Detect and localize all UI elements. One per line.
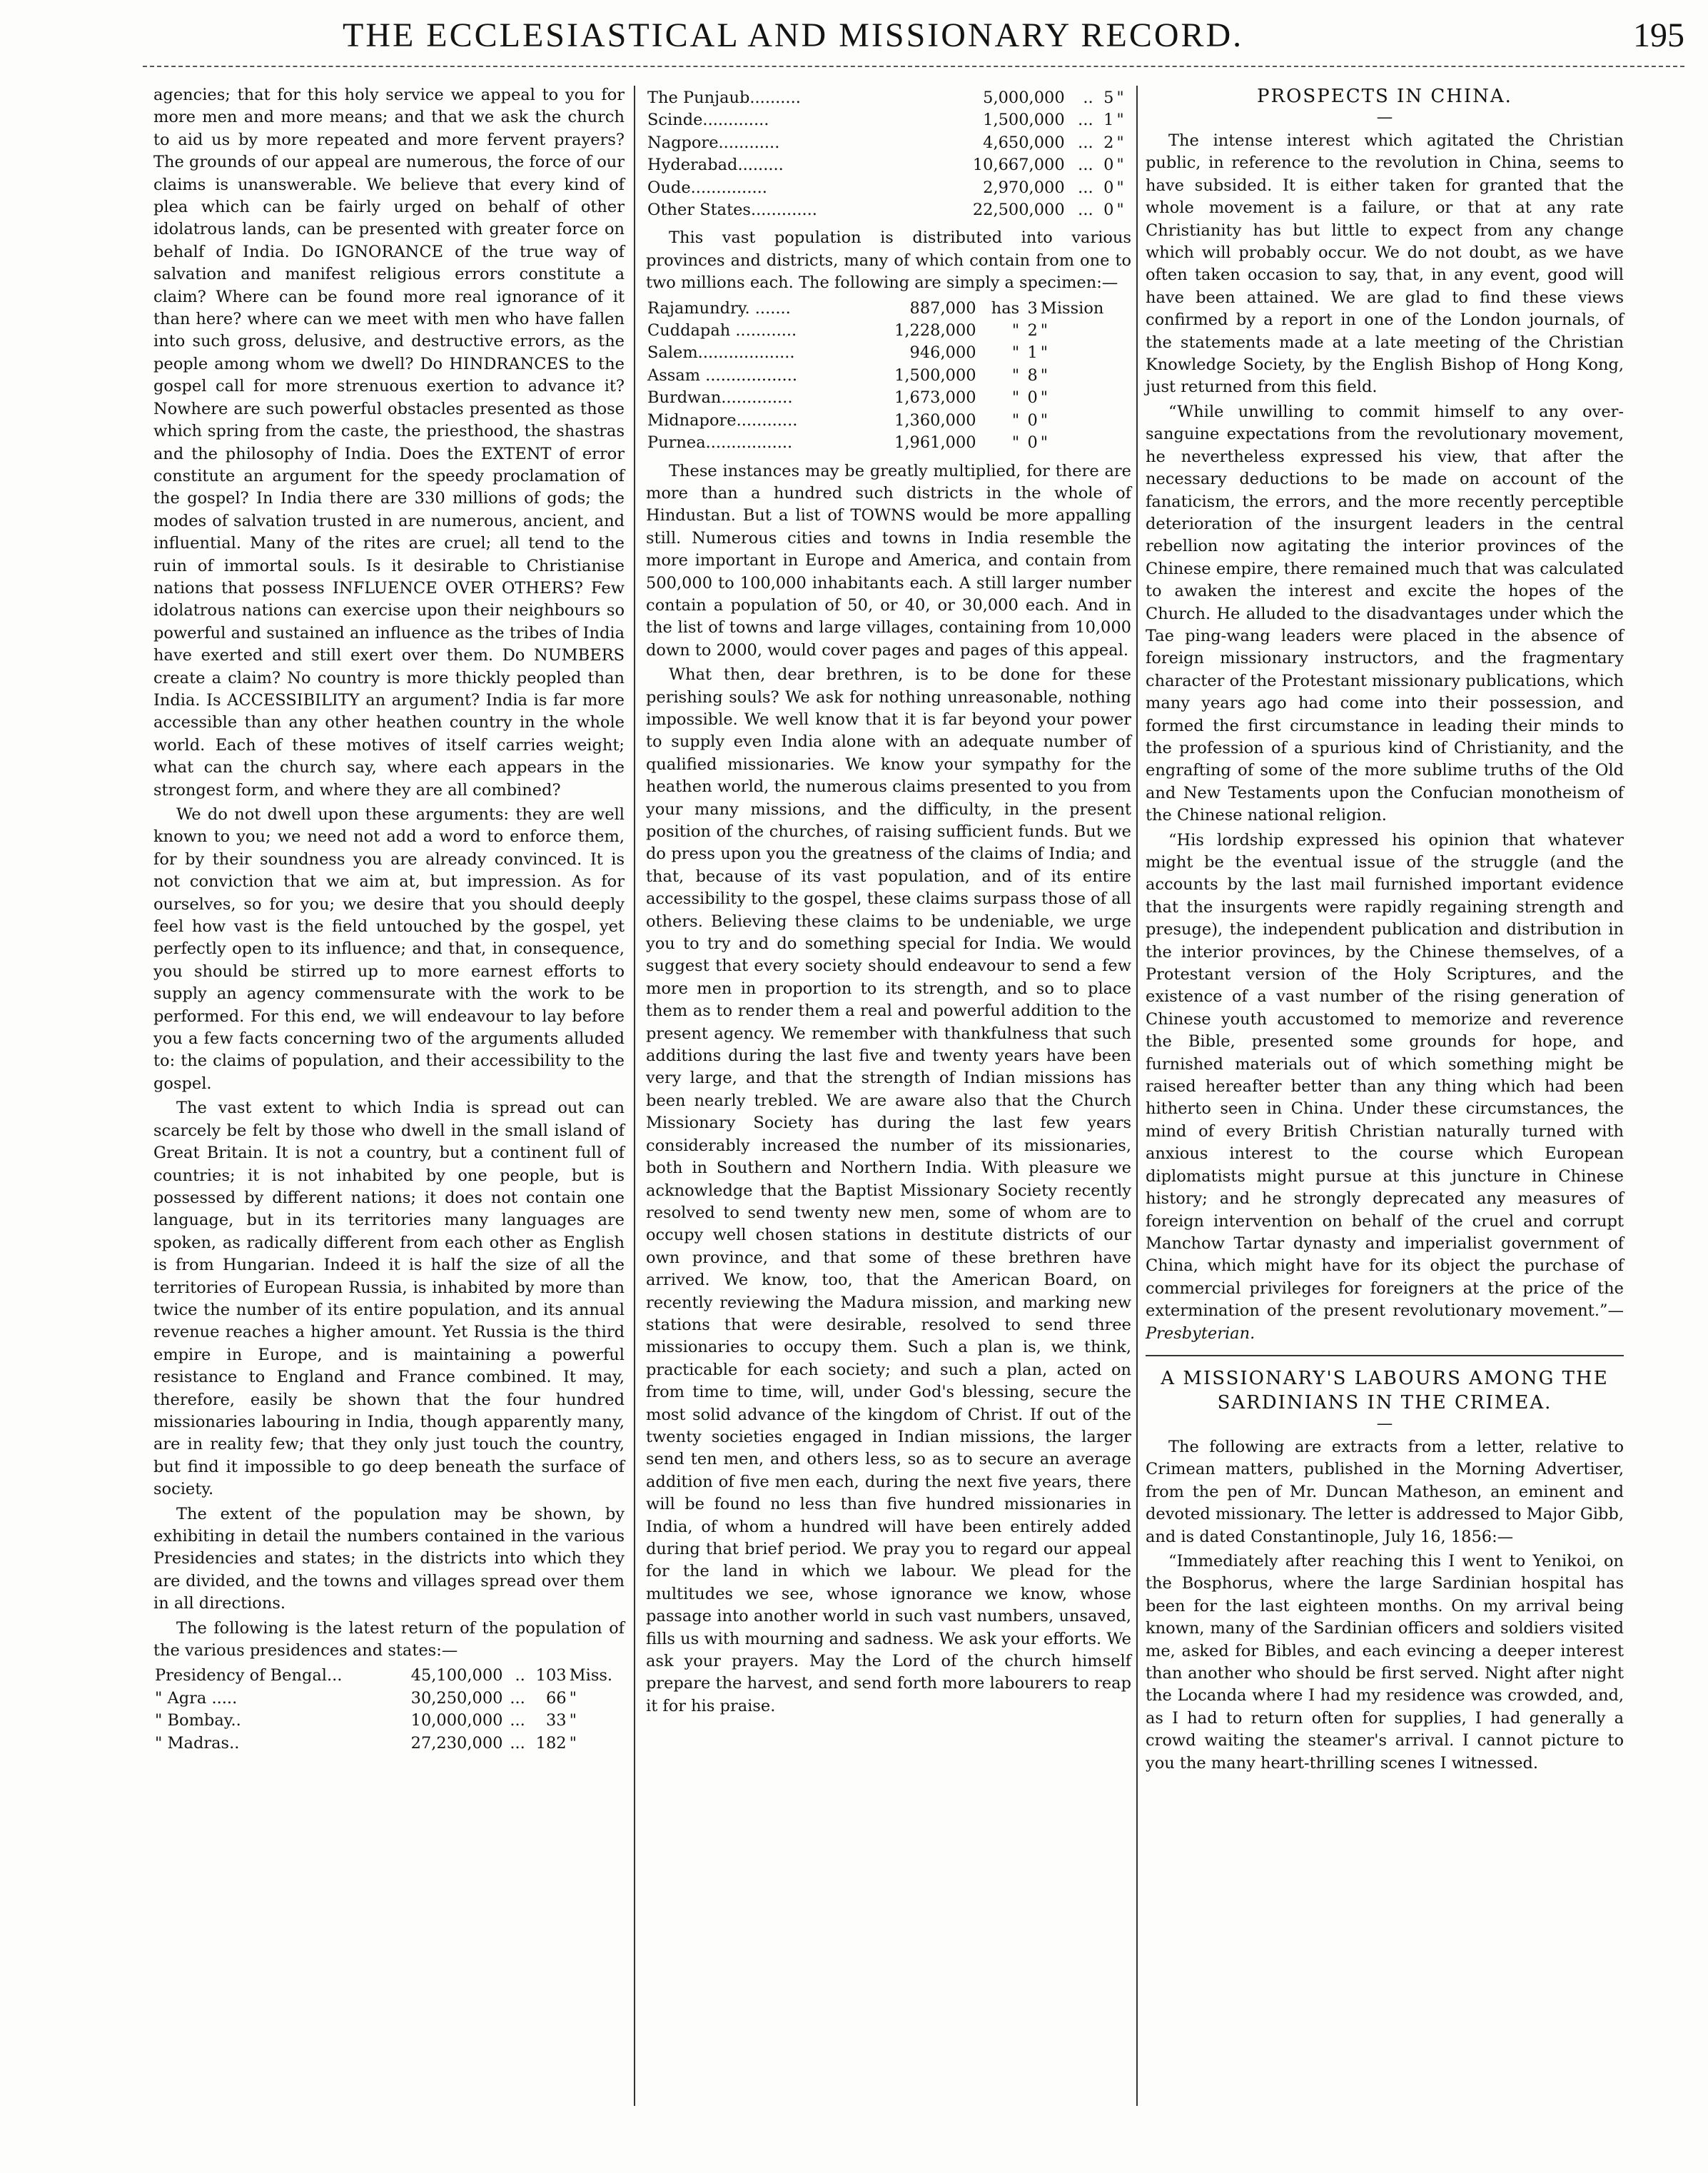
row-unit: " [1116, 201, 1124, 220]
row-separator: " [1011, 433, 1020, 453]
title-dash: — [1376, 108, 1393, 126]
table-row [646, 132, 1131, 154]
row-separator: has [991, 298, 1020, 318]
page-number: 195 [1633, 16, 1684, 54]
row-name: Rajamundry. ....... [647, 298, 791, 318]
presidency-table [153, 1665, 625, 1755]
row-mission-count: 1 [1103, 111, 1114, 130]
row-name: Presidency of Bengal... [155, 1666, 343, 1685]
section-rule [1146, 1355, 1624, 1356]
row-separator: " [1011, 343, 1020, 363]
row-population: 1,500,000 [894, 365, 976, 385]
table-row [646, 177, 1131, 199]
row-mission-count: 0 [1103, 156, 1114, 175]
row-separator: .. [515, 1666, 525, 1685]
row-unit: " [1116, 111, 1124, 130]
title-dash: — [1376, 1413, 1393, 1433]
row-mission-count: 0 [1027, 388, 1038, 408]
row-mission-count: 3 [1027, 298, 1038, 318]
row-separator: " [1011, 321, 1020, 341]
paragraph: The following is the latest return of the population of the various presidences and states:— [153, 1618, 625, 1660]
row-population: 10,667,000 [972, 156, 1065, 175]
paragraph [1146, 830, 1624, 1345]
row-population: 1,360,000 [894, 410, 976, 430]
row-population: 1,228,000 [894, 321, 976, 341]
row-name: " Madras.. [155, 1733, 240, 1753]
row-separator: ... [1078, 156, 1093, 175]
row-unit: " [1040, 410, 1048, 430]
paragraph: This vast population is distributed into various provinces and districts, many of which contain from one to two millions each. The following are simply a specimen:— [646, 228, 1131, 293]
row-name: Assam .................. [647, 365, 797, 385]
row-unit: " [1040, 388, 1048, 408]
row-unit: " [1040, 343, 1048, 363]
row-mission-count: 103 [535, 1666, 567, 1685]
row-population: 887,000 [909, 298, 976, 318]
row-separator: ... [1078, 111, 1093, 130]
table-row [646, 320, 1131, 342]
row-population: 1,961,000 [894, 433, 976, 453]
paragraph: We do not dwell upon these arguments: they are well known to you; we need not add a word to enforce them, for by their soundness you are already convinced. It is not conviction that we aim at, but impression. As for ourselves, so for you; we desire that you should deeply feel how vast is the field untouched by the gospel, yet perfectly open to its influence; and that, in consequence, you should be stirred up to more earnest efforts to supply an agency commensurate with the work to be performed. For this end, we will endeavour to lay before you a few facts concerning two of the arguments alluded to: the claims of population, and their accessibility to the gospel. [153, 805, 625, 1093]
row-mission-count: 5 [1103, 89, 1114, 107]
row-separator: ... [1078, 201, 1093, 220]
table-row [153, 1665, 625, 1687]
table-row [646, 387, 1131, 409]
table-row [153, 1733, 625, 1755]
row-population: 1,500,000 [983, 111, 1065, 130]
table-row [646, 410, 1131, 432]
paragraph: The vast extent to which India is spread out can scarcely be felt by those who dwell in the small island of Great Britain. It is not a country, but a continent full of countries; it is not inhabited by one people, but is possessed by different nations; it does not contain one language, but in its territories many languages are spoken, as radically different from each other as English is from Hungarian. Indeed it is half the size of all the territories of European Russia, is inhabited by more than twice the number of its entire population, and its annual revenue reaches a higher amount. Yet Russia is the third empire in Europe, and is maintaining a powerful resistance to England and France combined. It may, therefore, easily be shown that the four hundred missionaries labouring in India, though apparently many, are in reality few; that they only just touch the country, but find it impossible to go deep beneath the surface of society. [153, 1099, 625, 1499]
row-mission-count: 1 [1027, 343, 1038, 363]
column-3 [1146, 84, 1624, 1777]
row-unit: " [569, 1733, 577, 1753]
paragraph: The intense interest which agitated the Christian public, in reference to the revolution in China, seems to have subsided. It is either taken for granted that the whole movement is a failure, or that at any rate Christianity has but little to expect from any change which will probably occur. We do not doubt, as we have often taken occasion to say, that, in any event, good will have been attained. We are glad to find these views confirmed by a report in one of the London journals, of the statements made at a late meeting of the Christian Knowledge Society, by the English Bishop of Hong Kong, just returned from this field. [1146, 131, 1624, 397]
paragraph: The following are extracts from a letter, relative to Crimean matters, published in the Morning Advertiser, from the pen of Mr. Duncan Matheson, an eminent and devoted missionary. The letter is addressed to Major Gibb, and is dated Constantinople, July 16, 1856:— [1146, 1437, 1624, 1546]
row-name: Burdwan.............. [647, 388, 793, 408]
table-row [646, 109, 1131, 131]
row-separator: " [1011, 410, 1020, 430]
row-separator: " [1011, 365, 1020, 385]
table-row [646, 298, 1131, 320]
row-name: The Punjaub.......... [647, 89, 801, 107]
row-separator: ... [1078, 133, 1093, 152]
row-mission-count: 0 [1027, 410, 1038, 430]
row-unit: " [569, 1688, 577, 1708]
page-header [143, 16, 1684, 66]
table-row [646, 365, 1131, 387]
row-name: Oude............... [647, 178, 767, 197]
row-unit: " [1116, 156, 1124, 175]
row-population: 4,650,000 [983, 133, 1065, 152]
row-unit: " [1040, 365, 1048, 385]
row-mission-count: 66 [545, 1688, 567, 1708]
row-population: 27,230,000 [410, 1733, 503, 1753]
row-separator: ... [510, 1733, 525, 1753]
table-row [646, 154, 1131, 176]
table-row [646, 432, 1131, 454]
row-population: 45,100,000 [410, 1666, 503, 1685]
table-row [646, 199, 1131, 221]
quote-text: “His lordship expressed his opinion that whatever might be the eventual issue of the struggle (and the accounts by the last mail furnished important evidence that the insurgents were rapidly regaining strength and presuge), the independent publication and distribution in the interior provinces, by the Chinese themselves, of a Protestant version of the Holy Scriptures, and the existence of a vast number of the rising generation of Chinese youth accustomed to memorize and reverence the Bible, presented some grounds for hope, and furnished materials out of which something might be raised hereafter better than any thing which had been hitherto seen in China. Under these circumstances, the mind of every British Christian naturally turned with anxious interest to the course which European diplomatists might pursue at this juncture in Chinese history; and he strongly deprecated any measures of foreign intervention on behalf of the cruel and corrupt Manchow Tartar dynasty and imperialist government of China, which might have for its object the purchase of commercial privileges for foreigners at the price of the extermination of the present revolutionary movement.”— [1146, 830, 1624, 1321]
column-1 [153, 84, 625, 1760]
row-separator: ... [510, 1688, 525, 1708]
row-unit: " [1040, 433, 1048, 453]
row-name: Other States............. [647, 201, 817, 220]
table-row [153, 1710, 625, 1732]
row-name: Hyderabad......... [647, 156, 784, 175]
column-2 [646, 84, 1131, 1720]
journal-title: THE ECCLESIASTICAL AND MISSIONARY RECORD. [343, 16, 1244, 54]
row-separator: .. [1083, 89, 1093, 107]
row-separator: " [1011, 388, 1020, 408]
row-population: 2,970,000 [983, 178, 1065, 197]
row-name: Purnea................. [647, 433, 793, 453]
row-population: 30,250,000 [410, 1688, 503, 1708]
row-mission-count: 182 [535, 1733, 567, 1753]
row-population: 10,000,000 [410, 1711, 503, 1730]
row-population: 1,673,000 [894, 388, 976, 408]
row-unit: " [1116, 178, 1124, 197]
row-mission-count: 0 [1103, 201, 1114, 220]
row-population: 22,500,000 [972, 201, 1065, 220]
table-row [646, 87, 1131, 109]
column-divider [634, 86, 635, 2106]
paragraph: agencies; that for this holy service we appeal to you for more men and more means; and that we ask the church to aid us by more repeated and more fervent prayers? The grounds of our appeal are numerous, the force of our claims is unanswerable. We believe that every kind of plea which can be fairly urged on behalf of other idolatrous lands, can be presented with greater force on behalf of India. Do IGNORANCE of the true way of salvation and manifest religious errors constitute a claim? Where can be found more real ignorance of it than here? where can we meet with men who have fallen into such gross, delusive, and destructive errors, as the people among whom we dwell? Do HINDRANCES to the gospel call for more strenuous exertion to advance it? Nowhere are such powerful obstacles presented as those which spring from the caste, the priesthood, the shastras and the philosophy of India. Does the EXTENT of error constitute an argument for the speedy proclamation of the gospel? In India there are 330 millions of gods; the modes of salvation trusted in are numerous, ancient, and influential. Many of the rites are cruel; all tend to the ruin of immortal souls. Is it desirable to Christianise nations that possess INFLUENCE OVER OTHERS? Few idolatrous nations can exercise upon their neighbours so powerful and sustained an influence as the tribes of India have exerted and still exert over them. Do NUMBERS create a claim? No country is more thickly peopled than India. Is ACCESSIBILITY an argument? India is far more accessible than any other heathen country in the whole world. Each of these motives of itself carries weight; what can the church say, where each appears in the strongest form, and where they are all combined? [153, 86, 625, 800]
row-unit: Miss. [569, 1666, 613, 1685]
section-title: PROSPECTS IN CHINA. [1257, 86, 1512, 107]
row-name: Scinde............. [647, 111, 769, 130]
row-population: 946,000 [909, 343, 976, 363]
row-population: 5,000,000 [983, 89, 1065, 107]
districts-table [646, 298, 1131, 455]
row-name: Nagpore............ [647, 133, 780, 152]
table-row [646, 342, 1131, 364]
row-separator: ... [1078, 178, 1093, 197]
paragraph: “Immediately after reaching this I went to Yenikoi, on the Bosphorus, where the large Sardinian hospital has been for the last eighteen months. On my arrival being known, many of the Sardinian officers and soldiers visited me, asked for Bibles, and each evincing a deeper interest than another who should be first served. Night after night the Locanda where I had my residence was crowded, and, as I had to return often for supplies, I had generally a crowd waiting the steamer's arrival. I cannot picture to you the many heart-thrilling scenes I witnessed. [1146, 1551, 1624, 1773]
row-mission-count: 8 [1027, 365, 1038, 385]
column-divider [1136, 86, 1138, 2106]
row-name: Cuddapah ............ [647, 321, 797, 341]
row-mission-count: 2 [1027, 321, 1038, 341]
header-rule [143, 66, 1684, 67]
table-row [153, 1688, 625, 1710]
row-name: Salem................... [647, 343, 795, 363]
row-unit: " [1040, 321, 1048, 341]
row-separator: ... [510, 1711, 525, 1730]
section-title: A MISSIONARY'S LABOURS AMONG THE SARDINIANS IN THE CRIMEA. [1161, 1367, 1609, 1413]
states-table [646, 87, 1131, 221]
row-mission-count: 0 [1027, 433, 1038, 453]
row-mission-count: 2 [1103, 133, 1114, 152]
row-mission-count: 33 [545, 1711, 567, 1730]
row-unit: " [569, 1711, 577, 1730]
row-name: Midnapore............ [647, 410, 798, 430]
row-name: " Bombay.. [155, 1711, 241, 1730]
row-name: " Agra ..... [155, 1688, 238, 1708]
row-unit: " [1116, 133, 1124, 152]
row-unit: " [1116, 89, 1124, 107]
row-unit: Mission [1040, 298, 1104, 318]
paragraph: These instances may be greatly multiplied, for there are more than a hundred such districts in the whole of Hindustan. But a list of TOWNS would be more appalling still. Numerous cities and towns in India resemble the more important in Europe and America, and contain from 500,000 to 100,000 inhabitants each. A still larger number contain a population of 50, or 40, or 30,000 each. And in the list of towns and large villages, containing from 10,000 down to 2000, would cover pages and pages of this appeal. [646, 461, 1131, 660]
quote-source: Presbyterian. [1146, 1324, 1255, 1343]
paragraph: “While unwilling to commit himself to any over-sanguine expectations from the revolutionary movement, he nevertheless expressed his view, that after the necessary deductions to be made on account of the fanaticism, the errors, and the more recently perceptible deterioration of the insurgent leaders in the central rebellion now agitating the interior provinces of the Chinese empire, there remained much that was calculated to awaken the interest and excite the hopes of the Church. He alluded to the disadvantages under which the Tae ping-wang leaders were placed in the absence of foreign missionary instructors, and the fragmentary character of the Protestant missionary publications, which many years ago had come into their possession, and formed the first circumstance in leading their minds to the profession of a spurious kind of Christianity, and the engrafting of some of the more sublime truths of the Old and New Testaments upon the Confucian monotheism of the Chinese national religion. [1146, 402, 1624, 825]
paragraph: The extent of the population may be shown, by exhibiting in detail the numbers contained in the various Presidencies and states; in the districts into which they are divided, and the towns and villages spread over them in all directions. [153, 1504, 625, 1613]
row-mission-count: 0 [1103, 178, 1114, 197]
paragraph: What then, dear brethren, is to be done for these perishing souls? We ask for nothing unreasonable, nothing impossible. We well know that it is far beyond your power to supply even India alone with an adequate number of qualified missionaries. We know your sympathy for the heathen world, the numerous claims presented to you from your many missions, and the difficulty, in the present position of the churches, of raising sufficient funds. But we do press upon you the greatness of the claims of India; and that, because of its vast population, and of its entire accessibility to the gospel, these claims surpass those of all others. Believing these claims to be undeniable, we urge you to try and do something special for India. We would suggest that every society should endeavour to send a few more men in proportion to its strength, and so to place them as to render them a real and powerful addition to the present agency. We remember with thankfulness that such additions during the last five and twenty years have been very large, and that the strength of Indian missions has been nearly trebled. We are aware also that the Church Missionary Society has during the last few years considerably increased the number of its missionaries, both in Southern and Northern India. With pleasure we acknowledge that the Baptist Missionary Society recently resolved to send twenty new men, some of whom are to occupy well chosen stations in destitute districts of our own province, and that some of these brethren have arrived. We know, too, that the American Board, on recently reviewing the Madura mission, and marking new stations that were desirable, resolved to send three missionaries to occupy them. Such a plan is, we think, practicable for each society; and such a plan, acted on from time to time, will, under God's blessing, secure the most solid advance of the kingdom of Christ. If out of the twenty societies engaged in Indian missions, the larger send ten men, and others less, so as to secure an average addition of five men each, during the next five years, there will be found no less than five hundred missionaries in India, of whom a hundred will have been entirely added during that brief period. We pray you to regard our appeal for the land in which we labour. We plead for the multitudes we see, whose ignorance we know, whose passage into another world in such vast numbers, unsaved, fills us with mourning and sadness. We ask your efforts. We ask your prayers. May the Lord of the church himself prepare the harvest, and send forth more labourers to reap it for his praise. [646, 665, 1131, 1715]
